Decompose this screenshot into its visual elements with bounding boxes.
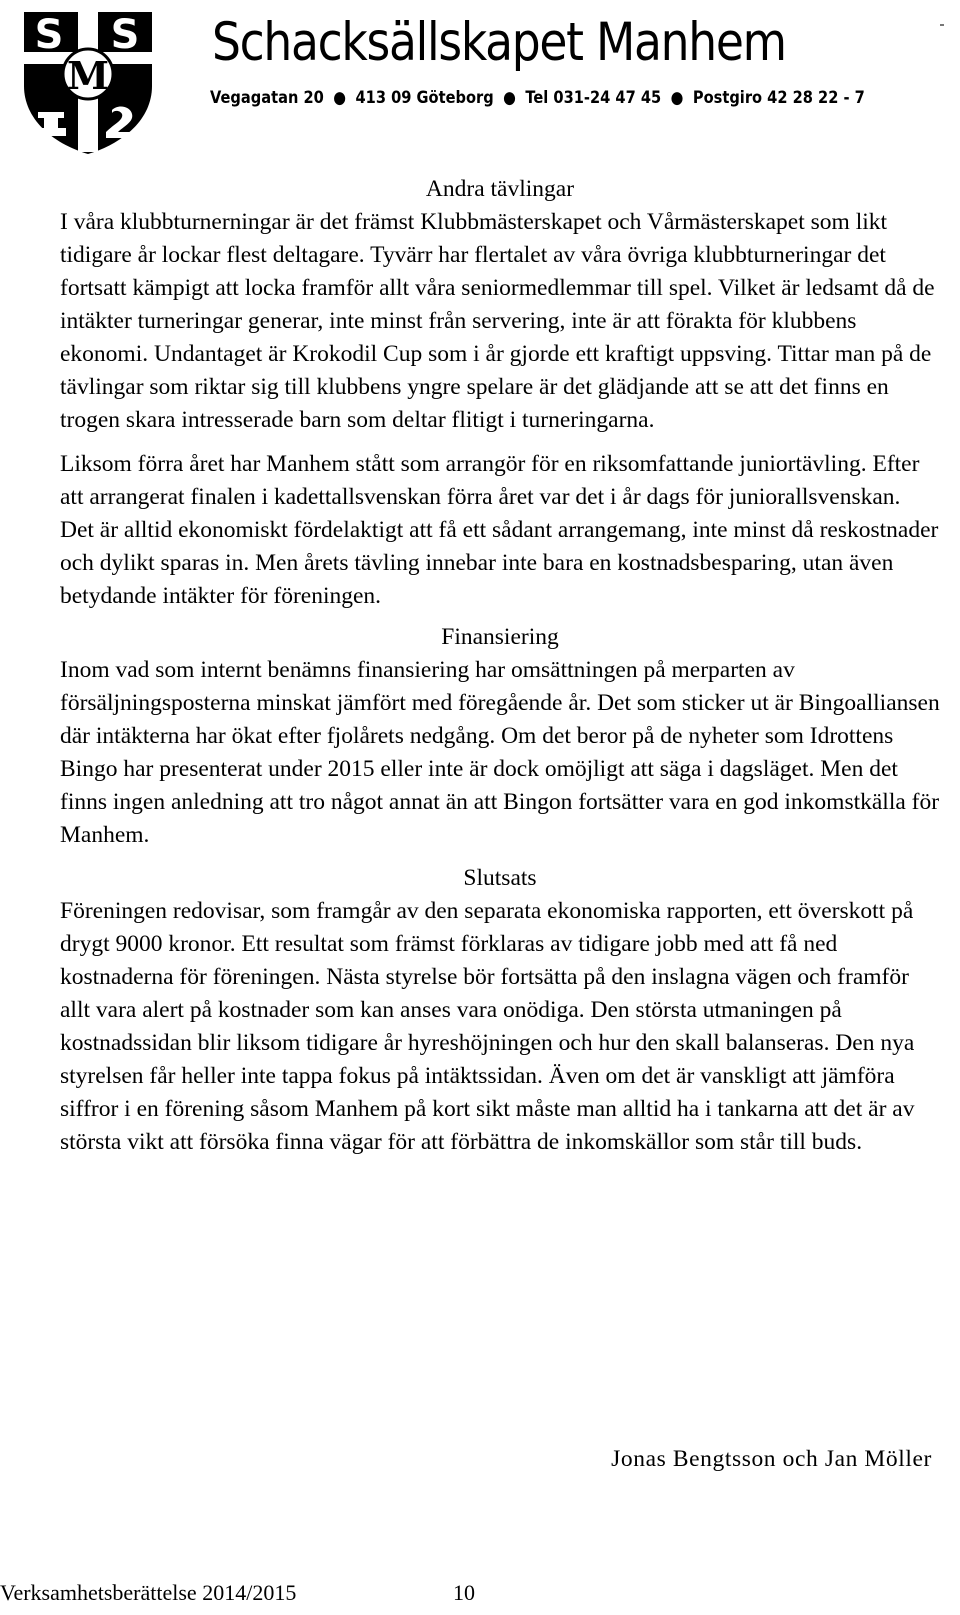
club-crest-icon bbox=[18, 8, 158, 158]
bullet-icon: ● bbox=[503, 88, 516, 108]
scan-mark bbox=[940, 24, 944, 26]
address: Vegagatan 20 bbox=[210, 88, 324, 108]
contact-line bbox=[210, 88, 865, 108]
svg-text:S: S bbox=[34, 12, 64, 58]
svg-text:S: S bbox=[110, 12, 140, 58]
paragraph: Inom vad som internt benämns finansiering har omsättningen på merparten av försäljningsposterna minskat jämfört med föregående år. Det som sticker ut är Bingoalliansen där intäkterna har ökat efter fjolårets nedgång. Om det beror på de nyheter som Idrottens Bingo har presenterat under 2015 eller inte är dock omöjligt att säga i dagsläget. Men det finns ingen anledning att tro något annat än att Bingon fortsätter vara en god inkomstkälla för Manhem. bbox=[60, 657, 940, 848]
svg-text:M: M bbox=[66, 53, 110, 98]
section-heading-other-competitions: Andra tävlingar bbox=[425, 176, 575, 202]
section-heading-conclusion: Slutsats bbox=[463, 865, 537, 891]
bullet-icon: ● bbox=[333, 88, 347, 108]
report-body bbox=[60, 173, 940, 1159]
paragraph: Liksom förra året har Manhem stått som arrangör för en riksomfattande juniortävling. Efter att arrangerat finalen i kadettallsvenskan förra året var det i år dags för juniorallsvenskan. Det är alltid ekonomiskt fördelaktigt att få ett sådant arrangemang, inte minst då reskostnader och dylikt sparas in. Men årets tävling innebar inte bara en kostnadsbesparing, utan även betydande intäkter för föreningen. bbox=[60, 451, 939, 609]
paragraph: Föreningen redovisar, som framgår av den separata ekonomiska rapporten, ett överskott på drygt 9000 kronor. Ett resultat som främst förklaras av tidigare jobb med att få ned kostnaderna för föreningen. Nästa styrelse bör fortsätta på den inslagna vägen och framför allt vara alert på kostnader som kan anses vara onödiga. Den största utmaningen på kostnadssidan blir liksom tidigare år hyreshöjningen och hur den skall balanseras. Den nya styrelsen får heller inte tappa fokus på intäktssidan. Även om det är vanskligt att jämföra siffror i en förening såsom Manhem på kort sikt måste man alltid ha i tankarna att det är av största vikt att försöka finna vägar för att förbättra de inkomskällor som står till buds. bbox=[60, 898, 915, 1155]
bullet-icon: ● bbox=[670, 88, 684, 108]
page-number: 10 bbox=[453, 1580, 475, 1605]
phone-number: Tel 031-24 47 45 bbox=[525, 88, 662, 108]
signature: Jonas Bengtsson och Jan Möller bbox=[611, 1446, 932, 1472]
footer-title: Verksamhetsberättelse 2014/2015 bbox=[0, 1580, 297, 1605]
postal-address: 413 09 Göteborg bbox=[355, 88, 494, 108]
paragraph: I våra klubbturnerningar är det främst Klubbmästerskapet och Vårmästerskapet som likt tidigare år lockar flest deltagare. Tyvärr har flertalet av våra övriga klubbturneringar det fortsatt kämpigt att locka framför allt våra seniormedlemmar till spel. Vilket är ledsamt då de intäkter turneringar generar, inte minst från servering, inte är att förakta för klubbens ekonomi. Undantaget är Krokodil Cup som i år gjorde ett kraftigt uppsving. Tittar man på de tävlingar som riktar sig till klubbens yngre spelare är det glädjande att se att det finns en trogen skara intresserade barn som deltar flitigt i turneringarna. bbox=[60, 209, 935, 433]
postgiro-number: Postgiro 42 28 22 - 7 bbox=[692, 88, 865, 108]
section-heading-financing: Finansiering bbox=[441, 624, 559, 650]
organization-name: Schacksällskapet Manhem bbox=[212, 12, 786, 73]
